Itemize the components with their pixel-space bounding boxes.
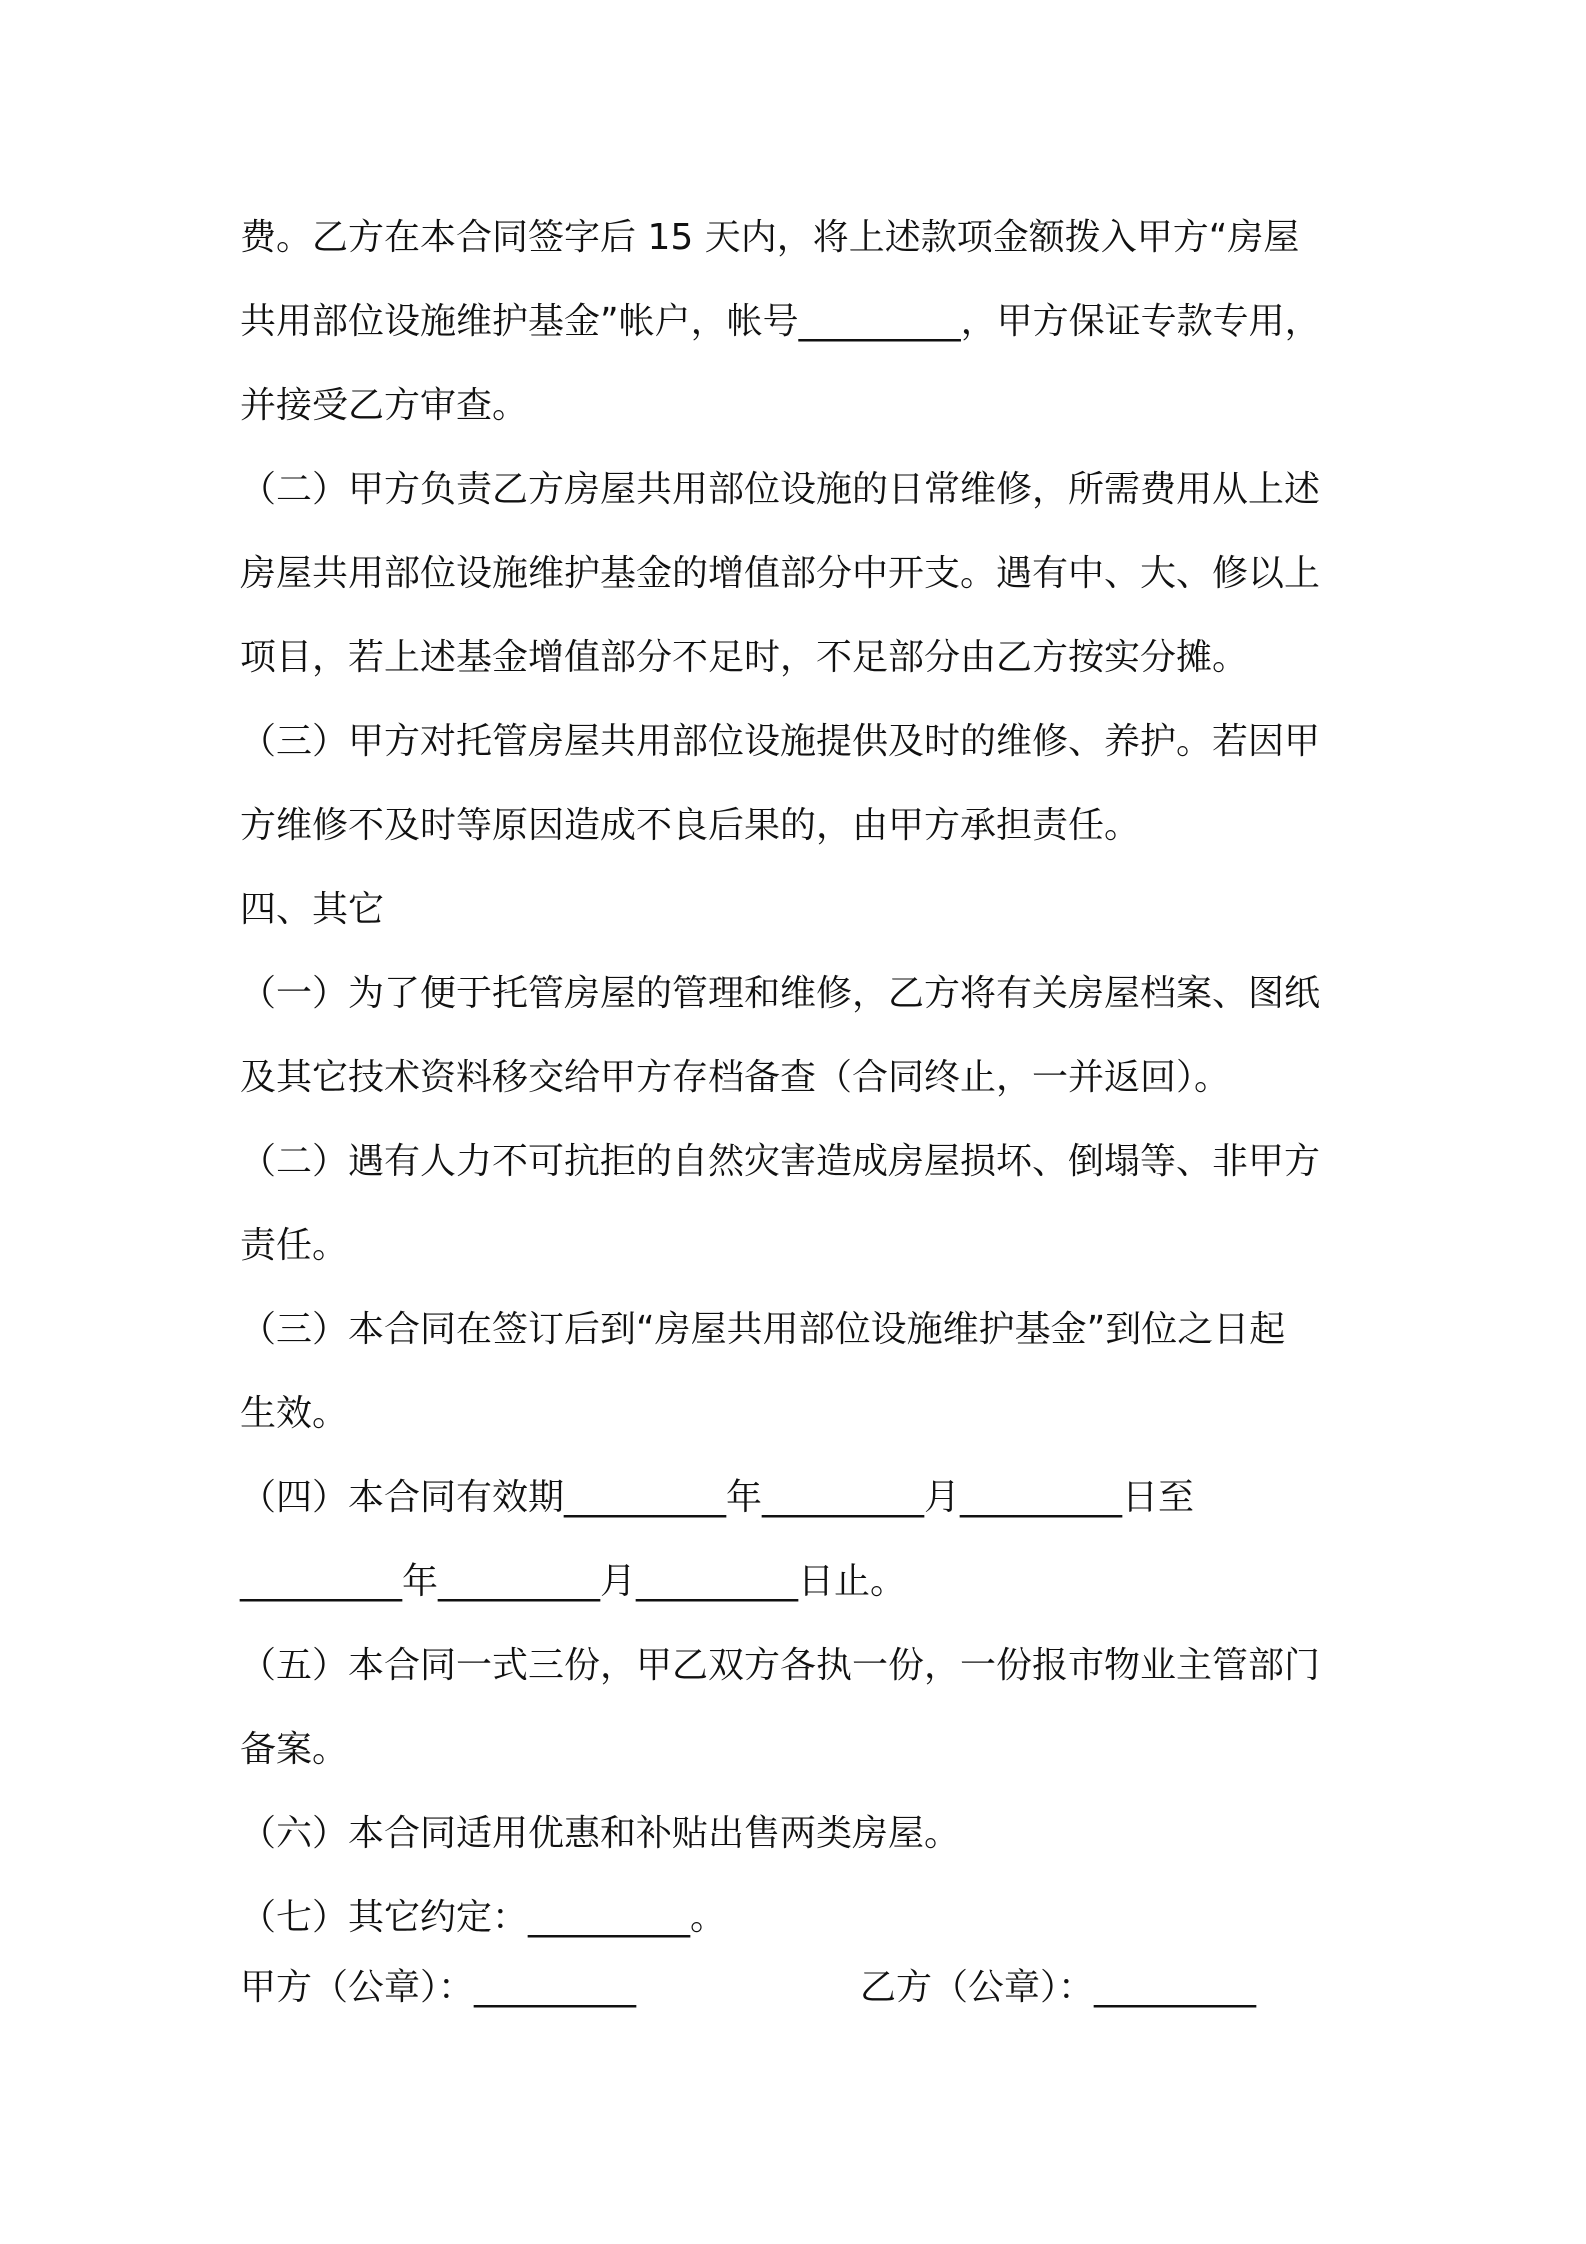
clause-2-3: （三）甲方对托管房屋共用部位设施提供及时的维修、养护。若因甲 <box>240 721 1321 762</box>
section-heading-other: 四、其它 <box>240 889 385 930</box>
clause-4-6: （六）本合同适用优惠和补贴出售两类房屋。 <box>240 1813 961 1854</box>
party-a-seal-field: 甲方（公章）：_________ <box>240 1967 637 2008</box>
text-line: 责任。 <box>240 1225 349 1266</box>
clause-4-3: （三）本合同在签订后到“房屋共用部位设施维护基金”到位之日起 <box>240 1309 1286 1350</box>
text-line: 及其它技术资料移交给甲方存档备查（合同终止，一并返回）。 <box>240 1057 1231 1098</box>
text-line: 房屋共用部位设施维护基金的增值部分中开支。遇有中、大、修以上 <box>240 553 1321 594</box>
clause-4-1: （一）为了便于托管房屋的管理和维修，乙方将有关房屋档案、图纸 <box>240 973 1321 1014</box>
text-line: 并接受乙方审查。 <box>240 385 529 426</box>
clause-4-7: （七）其它约定：_________。 <box>240 1897 727 1938</box>
text-line: 方维修不及时等原因造成不良后果的，由甲方承担责任。 <box>240 805 1141 846</box>
text-line: 共用部位设施维护基金”帐户，帐号_________，甲方保证专款专用， <box>240 301 1321 342</box>
text-line: 生效。 <box>240 1393 349 1434</box>
clause-4-4: （四）本合同有效期_________年_________月_________日至 <box>240 1477 1195 1518</box>
text-line: 备案。 <box>240 1729 349 1770</box>
text-line: 费。乙方在本合同签字后 15 天内，将上述款项金额拨入甲方“房屋 <box>240 217 1300 258</box>
contract-body <box>240 196 1355 1960</box>
clause-4-2: （二）遇有人力不可抗拒的自然灾害造成房屋损坏、倒塌等、非甲方 <box>240 1141 1321 1182</box>
text-line: _________年_________月_________日止。 <box>240 1561 907 1602</box>
clause-4-5: （五）本合同一式三份，甲乙双方各执一份，一份报市物业主管部门 <box>240 1645 1321 1686</box>
party-b-seal-field: 乙方（公章）：_________ <box>860 1967 1257 2008</box>
clause-2-2: （二）甲方负责乙方房屋共用部位设施的日常维修，所需费用从上述 <box>240 469 1321 510</box>
signature-row <box>240 1946 1355 2030</box>
text-line: 项目，若上述基金增值部分不足时，不足部分由乙方按实分摊。 <box>240 637 1249 678</box>
